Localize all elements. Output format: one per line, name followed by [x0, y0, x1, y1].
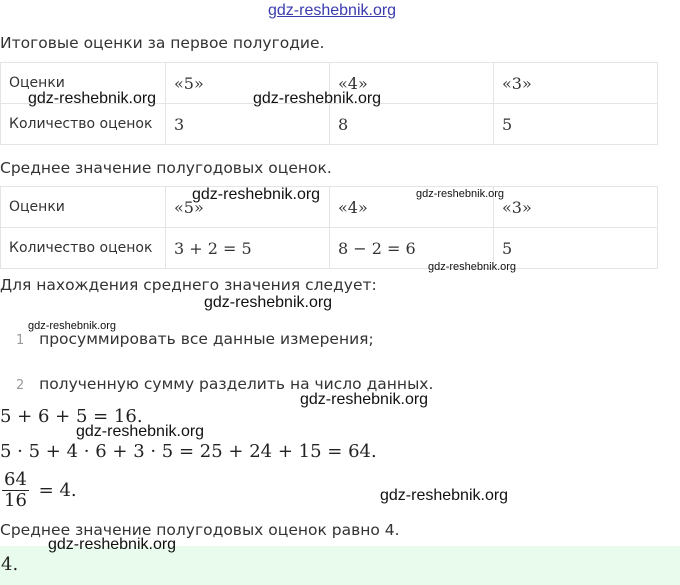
section1-title: Итоговые оценки за первое полугодие. [0, 34, 325, 52]
table-cell: Количество оценок [1, 228, 166, 269]
table-row [1, 104, 658, 145]
answer-value: 4. [1, 554, 19, 575]
watermark: gdz-reshebnik.org [380, 487, 509, 504]
fraction-equation [2, 470, 77, 511]
table-cell: Оценки [1, 187, 166, 228]
table-cell: 5 [494, 104, 658, 145]
table-cell: 8 − 2 = 6 [330, 228, 494, 269]
weighted-sum-equation: 5 · 5 + 4 · 6 + 3 · 5 = 25 + 24 + 15 = 64. [0, 441, 377, 462]
table-cell: «4» [330, 63, 494, 104]
list-number: 1 [16, 333, 25, 348]
list-text: просуммировать все данные измерения; [39, 330, 374, 348]
table-cell: «3» [494, 187, 658, 228]
section2-title: Среднее значение полугодовых оценок. [0, 159, 332, 177]
table-cell: «5» [166, 63, 330, 104]
list-number: 2 [16, 378, 25, 393]
watermark: gdz-reshebnik.org [28, 90, 157, 107]
list-item [16, 330, 374, 348]
fraction [2, 470, 29, 511]
fraction-numerator: 64 [4, 469, 27, 490]
watermark: gdz-reshebnik.org [48, 536, 177, 553]
watermark: gdz-reshebnik.org [253, 90, 382, 107]
average-grades-table [0, 186, 658, 269]
table-cell: Оценки [1, 63, 166, 104]
table-cell: 5 [494, 228, 658, 269]
list-text: полученную сумму разделить на число данных. [39, 375, 434, 393]
watermark: gdz-reshebnik.org [204, 294, 333, 311]
fraction-denominator: 16 [4, 490, 27, 511]
watermark: gdz-reshebnik.org [416, 188, 505, 200]
table-cell: «4» [330, 187, 494, 228]
sum-equation: 5 + 6 + 5 = 16. [0, 406, 143, 427]
table-cell: «3» [494, 63, 658, 104]
watermark: gdz-reshebnik.org [300, 391, 429, 408]
watermark: gdz-reshebnik.org [192, 186, 321, 203]
table-row [1, 187, 658, 228]
table-row [1, 228, 658, 269]
watermark: gdz-reshebnik.org [428, 261, 517, 273]
header-watermark: gdz-reshebnik.org [268, 2, 397, 19]
instructions-intro: Для нахождения среднего значения следует: [0, 276, 377, 294]
table-cell: Количество оценок [1, 104, 166, 145]
fraction-result: = 4. [38, 480, 77, 501]
conclusion: Среднее значение полугодовых оценок равно 4. [0, 521, 400, 539]
table-cell: 3 [166, 104, 330, 145]
table-cell: 8 [330, 104, 494, 145]
watermark: gdz-reshebnik.org [76, 423, 205, 440]
watermark: gdz-reshebnik.org [28, 320, 117, 332]
table-cell: «5» [166, 187, 330, 228]
table-cell: 3 + 2 = 5 [166, 228, 330, 269]
